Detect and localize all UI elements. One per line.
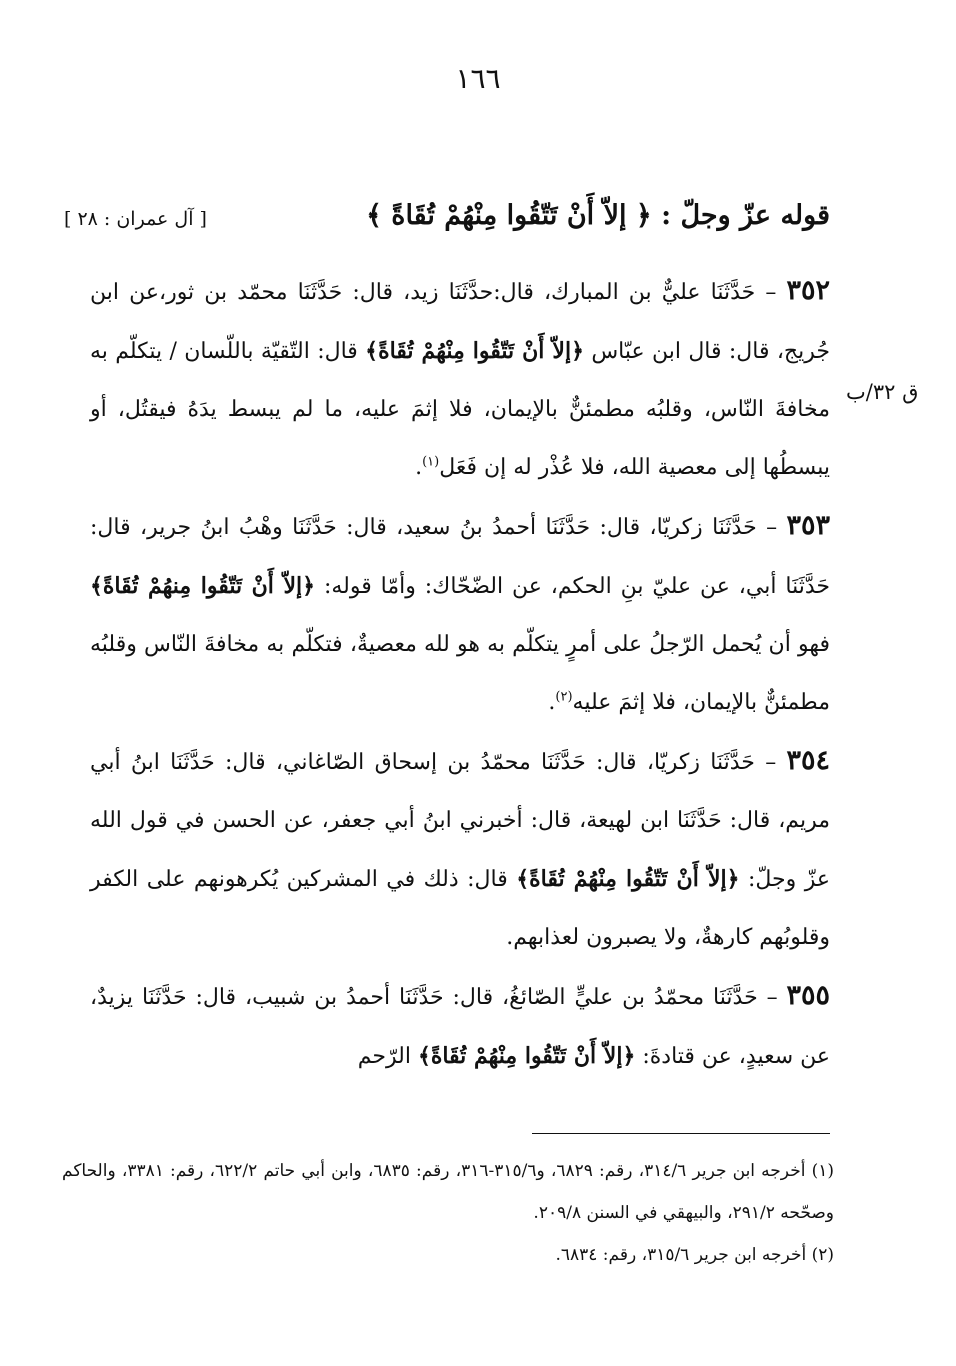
quran-quote: ﴿إلاّ أَنْ تَتّقُوا مِنْهُمْ تُقَاةً﴾ bbox=[417, 1043, 636, 1069]
hadith-352 bbox=[90, 262, 830, 497]
page-number: ١٦٦ bbox=[455, 62, 501, 95]
hadith-353 bbox=[90, 497, 830, 732]
hadith-text: قال: التّقيّة باللّسان / يتكلّم به مخافةَ النّاس، وقلبُه مطمئنٌّ بالإيمان، فلا إثمَ عليه، ما لم يبسط يدَهُ فيقتُل، أو يبسطُها إلى معصية الله، فلا عُذْر له إن فَعَل bbox=[90, 339, 830, 480]
hadith-text: – حَدَّثَنَا محمّدُ بن عليٍّ الصّائغُ، قال: حَدَّثَنَا أحمدُ بن شبيب، قال: حَدَّثَنَا يزيدٌ، عن سعيدٍ، عن قتادةَ: bbox=[90, 985, 830, 1069]
footnotes bbox=[62, 1150, 834, 1276]
quran-quote: ﴿إلاّ أَنْ تَتّقُوا مِنهُمْ تُقَاةً﴾ bbox=[90, 573, 316, 599]
hadith-text: – حَدَّثَنَا عليٌّ بن المبارك، قال:حدَّثَنَا زيد، قال: حَدَّثَنَا محمّد بن ثور،عن ابن جُريج، قال: قال ابن عبّاس bbox=[90, 280, 830, 364]
manuscript-folio-note: ق ٣٢/ب bbox=[846, 380, 919, 404]
hadith-number: ٣٥٤ bbox=[786, 745, 830, 776]
hadith-text: – حَدَّثَنَا زكريّا، قال: حَدَّثَنَا أحمدُ بنُ سعيد، قال: حَدَّثَنَا وهْبُ ابنُ جرير، قال: حَدَّثَنَا أبي، عن عليّ بنِ الحكم، عن الضّحّاك: وأمّا قوله: bbox=[90, 515, 830, 599]
hadith-list bbox=[90, 262, 830, 1086]
footnote-2: (٢) أخرجه ابن جرير ٣١٥/٦، رقم: ٦٨٣٤. bbox=[555, 1245, 834, 1265]
quran-quote: ﴿إلاّ أَنْ تَتّقُوا مِنْهُمْ تُقَاةً﴾ bbox=[516, 866, 740, 892]
heading-text: قوله عزّ وجلّ : ﴿ إلاّ أَنْ تَتّقُوا مِنْهُمْ تُقَاةً ﴾ bbox=[366, 200, 830, 231]
footnote-ref: (٢) bbox=[555, 689, 573, 705]
hadith-text: . bbox=[415, 455, 423, 480]
footnote-1: (١) أخرجه ابن جرير ٣١٤/٦، رقم: ٦٨٢٩، و٣١٥/٦-٣١٦، رقم: ٦٨٣٥، وابن أبي حاتم ٦٢٢/٢، رقم: ٣٣٨١، والحاكم وصحّحه ٢٩١/٢، والبيهقي في السنن ٢٠٩/٨. bbox=[62, 1161, 834, 1223]
hadith-text: – حَدَّثَنَا زكريّا، قال: حَدَّثَنَا محمّدُ بن إسحاق الصّاغاني، قال: حَدَّثَنَا ابنُ أبي مريم، قال: حَدَّثَنَا ابن لهيعة، قال: أخبرني ابنُ أبي جعفر، عن الحسن في قول الله عزّ وجلّ: bbox=[90, 750, 830, 892]
footnote-ref: (١) bbox=[422, 454, 440, 470]
section-heading bbox=[64, 200, 830, 250]
hadith-number: ٣٥٢ bbox=[786, 275, 830, 306]
surah-reference: [ آل عمران : ٢٨ ] bbox=[64, 208, 207, 230]
hadith-number: ٣٥٥ bbox=[786, 980, 830, 1011]
hadith-text: الرّحم bbox=[357, 1044, 418, 1069]
hadith-text: قال: ذلك في المشركين يُكرهونهم على الكفر وقلوبُهم كارهةٌ، ولا يصبرون لعذابهم. bbox=[90, 867, 830, 950]
hadith-number: ٣٥٣ bbox=[786, 510, 830, 541]
quran-quote: ﴿إلاّ أَنْ تَتّقُوا مِنْهُمْ تُقَاةً﴾ bbox=[365, 338, 584, 364]
footnote-separator bbox=[532, 1133, 830, 1134]
hadith-text: . bbox=[548, 690, 556, 715]
hadith-354 bbox=[90, 732, 830, 967]
hadith-355 bbox=[90, 967, 830, 1086]
hadith-text: فهو أن يُحمل الرّجلُ على أمرٍ يتكلّم به هو لله معصيةٌ، فتكلّم به مخافةَ النّاس وقلبُه مطمئنٌّ بالإيمان، فلا إثمَ عليه bbox=[90, 632, 830, 715]
